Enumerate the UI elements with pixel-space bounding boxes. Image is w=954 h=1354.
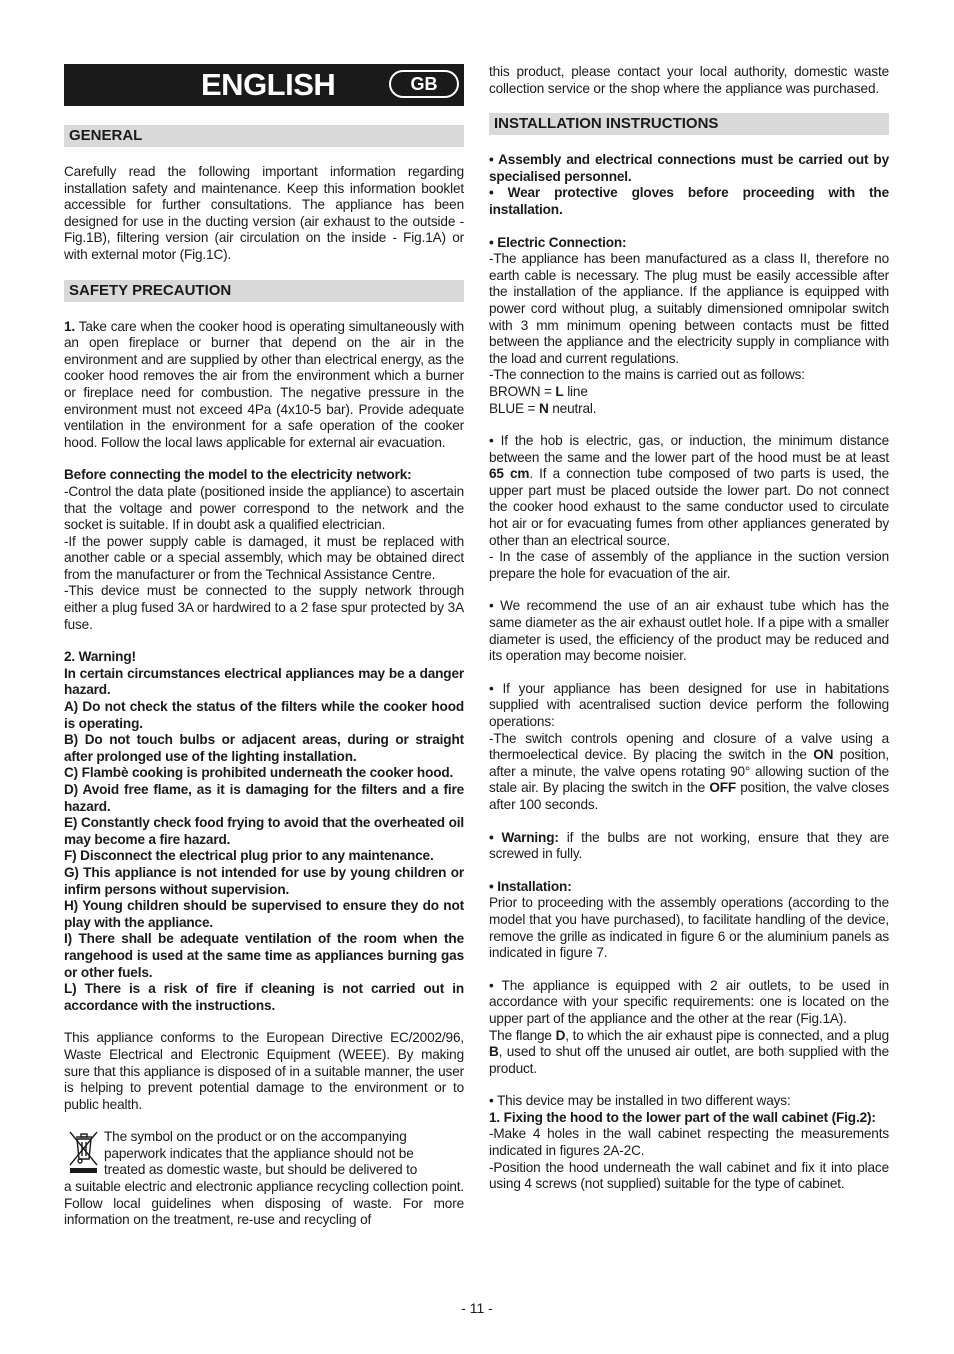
warning-line: In certain circumstances electrical appliances may be a danger hazard. — [64, 665, 464, 698]
symbol-text-rest: a suitable electric and electronic appliance recycling collection point. Follow local guidelines when disposing of waste. For more information on the treatment, re-use and recycling of — [64, 1179, 464, 1228]
before-connecting-title: Before connecting the model to the electricity network: — [64, 467, 412, 483]
warning-line: A) Do not check the status of the filters while the cooker hood is operating. — [64, 699, 464, 731]
warning-line: D) Avoid free flame, as it is damaging for the filters and a fire hazard. — [64, 782, 464, 814]
blue-key: N — [538, 400, 549, 416]
warning-line: G) This appliance is not intended for use by young children or infirm persons without supervision. — [64, 864, 464, 897]
flange-text-post: , used to shut off the unused air outlet, are both supplied with the product. — [489, 1044, 889, 1076]
warning-line: L) There is a risk of fire if cleaning is not carried out in accordance with the instructions. — [64, 981, 464, 1013]
warning-line: B) Do not touch bulbs or adjacent areas, during or straight after prolonged use of the lighting installation. — [64, 732, 464, 764]
fixing-step-1: -Make 4 holes in the wall cabinet respecting the measurements indicated in figures 2A-2C. — [489, 1126, 889, 1159]
warning-text: if the bulbs are not working, ensure that they are screwed in fully. — [489, 829, 889, 862]
air-outlets-text: • The appliance is equipped with 2 air outlets, to be used in accordance with your specific requirements: one is located on the upper part of the appliance and the other at the rear (Fig.1A). — [489, 977, 889, 1026]
switch-off-label: OFF — [709, 780, 737, 796]
two-ways-text: • This device may be installed in two different ways: — [489, 1093, 791, 1109]
left-column — [64, 64, 464, 1229]
general-text: Carefully read the following important information regarding installation safety and maintenance. Keep this information booklet accessible for further consultations. The appliance has been designed for use in the ducting version (air exhaust to the outside - Fig.1B), filtering version (air circulation on the inside - Fig.1A) or with external motor (Fig.1C). — [64, 164, 464, 262]
page-number: - 11 - — [461, 1300, 493, 1316]
switch-on-label: ON — [813, 747, 834, 763]
installation-text: Prior to proceeding with the assembly operations (according to the model that you have purchased), to facilitate handling of the device, remove the grille as indicated in figure 6 or the aluminium panels as indicated in figure 7. — [489, 895, 889, 961]
symbol-text-line-3: treated as domestic waste, but should be delivered to — [104, 1162, 418, 1178]
item-number: 1. — [64, 318, 76, 334]
blue-wire-line — [489, 401, 889, 418]
plug-label-b: B — [489, 1044, 499, 1060]
right-column — [489, 64, 889, 1193]
brown-wire-line — [489, 384, 889, 401]
switch-valve-text — [489, 731, 889, 814]
switch-text-post: position, the valve closes after 100 seconds. — [489, 780, 889, 812]
electric-connection-text-1: -The appliance has been manufactured as a class II, therefore no earth cable is necessary. The plug must be easily accessible after the installation of the appliance. If the appliance is equipped with power cord without plug, a suitably dimensioned omnipolar switch with 3 mm minimum opening between contacts must be fitted between the appliance and the electricity supply in compliance with the load and current regulations. — [489, 251, 889, 366]
suction-version-text: - In the case of assembly of the appliance in the suction version prepare the hole for evacuation of the air. — [489, 549, 889, 581]
hob-text-post: . If a connection tube composed of two parts is used, the upper part must be placed outside the lower part. Do not connect the cooker hood exhaust to the same conductor used to circulate hot air or for evacuating fumes from other appliances generated by other than an electrical source. — [489, 466, 889, 548]
installation-title: • Installation: — [489, 878, 572, 894]
bulbs-warning-text — [489, 830, 889, 863]
safety-paragraph-1-text: Take care when the cooker hood is operating simultaneously with an open fireplace or burner that depend on the air in the environment and are supplied by other than electrical energy, as the cooker hood removes the air from the environment which a burner or fireplace need for combustion. The negative pressure in the environment must not exceed 4Pa (4x10-5 bar). Provide adequate ventilation in the environment for a safe operation of the cooker hood. Follow the local laws applicable for external air evacuation. — [64, 318, 464, 450]
flange-text-pre: The flange — [489, 1027, 556, 1043]
electric-connection-text-2: -The connection to the mains is carried out as follows: — [489, 367, 805, 383]
exhaust-tube-text: • We recommend the use of an air exhaust tube which has the same diameter as the air exhaust outlet hole. If a pipe with a smaller diameter is used, the efficiency of the product may be reduced and its operation may become noisier. — [489, 598, 889, 664]
assembly-bullet: • Assembly and electrical connections must be carried out by specialised personnel. — [489, 152, 889, 184]
switch-text-pre: -The switch controls opening and closure of a valve using a thermoelectical device. By placing the switch in the — [489, 730, 889, 763]
weee-symbol-block — [64, 1129, 464, 1229]
flange-text — [489, 1028, 889, 1078]
blue-label: BLUE = — [489, 400, 539, 416]
crossed-out-bin-icon — [67, 1129, 100, 1174]
weee-directive-text: This appliance conforms to the European Directive EC/2002/96, Waste Electrical and Electronic Equipment (WEEE). By making sure that this appliance is disposed of in a suitable manner, the user is helping to prevent potential damage to the environment or to public health. — [64, 1030, 464, 1112]
flange-text-mid: , to which the air exhaust pipe is connected, and a plug — [565, 1027, 889, 1043]
warning-title: 2. Warning! — [64, 649, 136, 665]
gloves-bullet: • Wear protective gloves before proceeding with the installation. — [489, 185, 889, 217]
continued-text: this product, please contact your local authority, domestic waste collection service or the shop where the appliance was purchased. — [489, 64, 889, 96]
section-heading-installation: INSTALLATION INSTRUCTIONS — [489, 113, 889, 135]
country-badge: GB — [389, 70, 459, 98]
blue-desc: neutral. — [548, 400, 597, 416]
before-connecting-item-1: -Control the data plate (positioned inside the appliance) to ascertain that the voltage and power correspond to the network and the socket is suitable. If in doubt ask a qualified electrician. — [64, 483, 464, 533]
safety-paragraph-1 — [64, 319, 464, 452]
fixing-step-2: -Position the hood underneath the wall cabinet and fix it into place using 4 screws (not supplied) suitable for the type of cabinet. — [489, 1159, 889, 1192]
section-heading-general: GENERAL — [64, 125, 464, 147]
symbol-text-line-1: The symbol on the product or on the accompanying — [104, 1129, 407, 1145]
hob-distance-value: 65 cm — [489, 466, 530, 482]
warning-label: • Warning: — [489, 829, 559, 845]
hob-distance-text — [489, 433, 889, 549]
centralised-suction-text: • If your appliance has been designed for use in habitations supplied with acentralised suction device perform the following operations: — [489, 680, 889, 729]
before-connecting-item-2: -If the power supply cable is damaged, it must be replaced with another cable or a special assembly, which may be obtained direct from the manufacturer or from the Technical Assistance Centre. — [64, 533, 464, 582]
flange-label-d: D — [555, 1027, 566, 1043]
warning-line: I) There shall be adequate ventilation of the room when the rangehood is used at the same time as appliances burning gas or other fuels. — [64, 931, 464, 980]
symbol-text-line-2: paperwork indicates that the appliance should not be — [104, 1145, 414, 1161]
hob-text-pre: • If the hob is electric, gas, or induction, the minimum distance between the same and the lower part of the hood must be at least — [489, 433, 889, 465]
electric-connection-title: • Electric Connection: — [489, 234, 627, 250]
warning-line: E) Constantly check food frying to avoid that the overheated oil may become a fire hazard. — [64, 815, 464, 847]
warning-line: C) Flambè cooking is prohibited underneath the cooker hood. — [64, 765, 454, 781]
brown-desc: line — [563, 383, 588, 399]
fixing-title: 1. Fixing the hood to the lower part of the wall cabinet (Fig.2): — [489, 1109, 876, 1125]
brown-label: BROWN = — [489, 383, 556, 399]
language-title: ENGLISH — [201, 67, 336, 102]
warning-line: F) Disconnect the electrical plug prior to any maintenance. — [64, 848, 434, 864]
before-connecting-item-3: -This device must be connected to the supply network through either a plug fused 3A or hardwired to a 2 fase spur protected by 3A fuse. — [64, 583, 464, 632]
brown-key: L — [555, 383, 564, 399]
language-banner — [64, 64, 464, 106]
warning-line: H) Young children should be supervised to ensure they do not play with the appliance. — [64, 898, 464, 930]
switch-text-mid: position, after a minute, the valve opens rotating 90° allowing suction of the stale air. By placing the switch in the — [489, 747, 889, 796]
section-heading-safety: SAFETY PRECAUTION — [64, 280, 464, 302]
